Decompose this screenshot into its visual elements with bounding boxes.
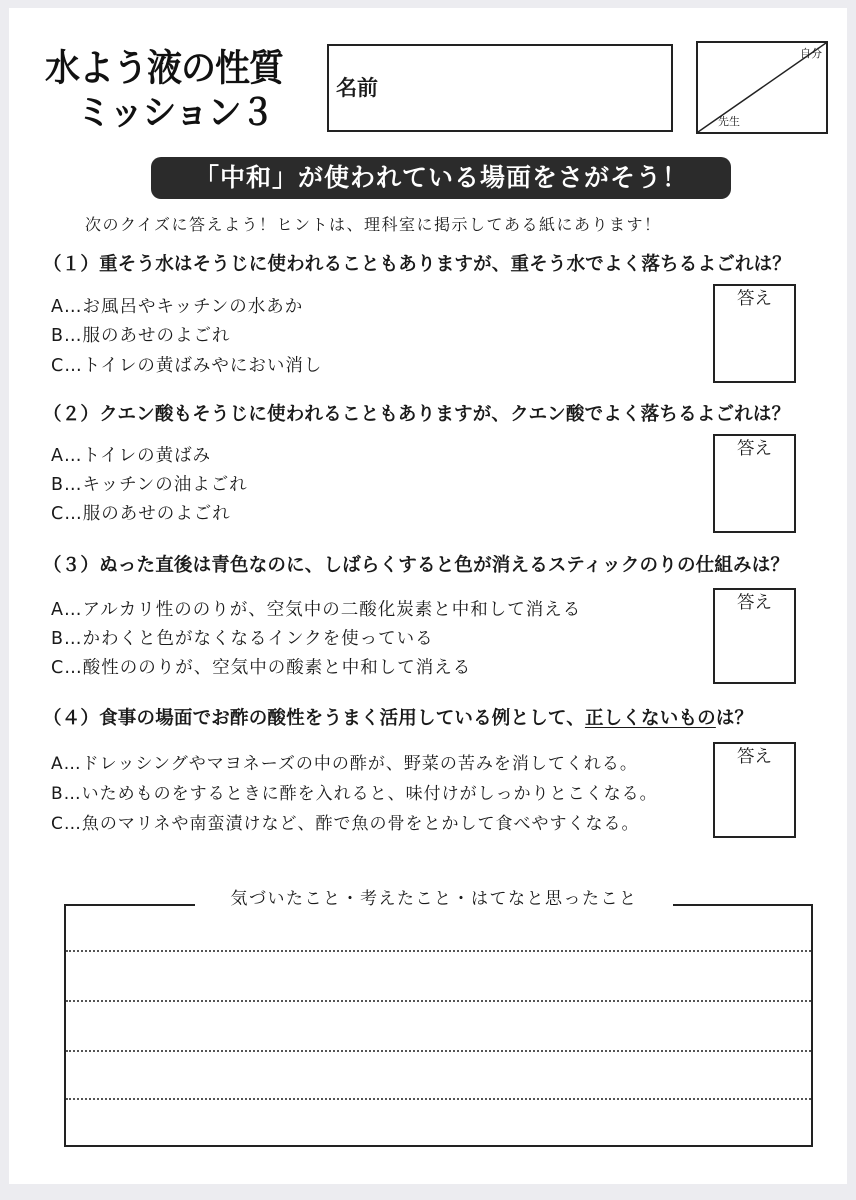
question-3-title: （３）ぬった直後は青色なのに、しばらくすると色が消えるスティックのりの仕組みは？ xyxy=(43,555,790,576)
question-2-choice-a: A…トイレの黄ばみ xyxy=(51,446,212,466)
question-2-title: （２）クエン酸もそうじに使われることもありますが、クエン酸でよく落ちるよごれは？ xyxy=(43,404,791,425)
evaluation-box[interactable] xyxy=(696,41,828,134)
question-1-title: （１）重そう水はそうじに使われることもありますが、重そう水でよく落ちるよごれは？ xyxy=(43,254,792,275)
self-evaluation-label: 自分 xyxy=(800,47,822,60)
question-4-choice-c: C…魚のマリネや南蛮漬けなど、酢で魚の骨をとかして食べやすくなる。 xyxy=(51,814,640,834)
question-1-choice-a: A…お風呂やキッチンの水あか xyxy=(51,297,304,317)
question-4-choice-b: B…いためものをするときに酢を入れると、味付けがしっかりとこくなる。 xyxy=(51,784,658,804)
question-1-answer-box[interactable] xyxy=(713,284,796,383)
question-1-choice-c: C…トイレの黄ばみやにおい消し xyxy=(51,356,323,376)
question-2-choice-b: B…キッチンの油よごれ xyxy=(51,475,248,495)
answer-label: 答え xyxy=(737,747,772,767)
worksheet-page xyxy=(9,8,847,1184)
notes-ruled-line xyxy=(66,950,811,952)
worksheet-title-line-1: 水よう液の性質 xyxy=(45,47,284,90)
question-4-title-prefix: （４）食事の場面でお酢の酸性をうまく活用している例として、 xyxy=(43,708,585,729)
question-3-answer-box[interactable] xyxy=(713,588,796,684)
question-1-choice-b: B…服のあせのよごれ xyxy=(51,326,231,346)
question-4-title-suffix: は？ xyxy=(715,708,754,729)
question-4-title-emphasis: 正しくないもの xyxy=(584,708,716,729)
answer-label: 答え xyxy=(737,289,772,309)
question-4-choice-a: A…ドレッシングやマヨネーズの中の酢が、野菜の苦みを消してくれる。 xyxy=(51,754,638,774)
notes-ruled-line xyxy=(66,1050,811,1052)
question-2-choice-c: C…服のあせのよごれ xyxy=(51,504,231,524)
intro-text: 次のクイズに答えよう！ヒントは、理科室に掲示してある紙にあります！ xyxy=(85,215,662,234)
notes-area[interactable] xyxy=(64,904,813,1147)
question-3-choice-c: C…酸性ののりが、空気中の酸素と中和して消える xyxy=(51,658,472,678)
question-4-answer-box[interactable] xyxy=(713,742,796,838)
question-3-choice-b: B…かわくと色がなくなるインクを使っている xyxy=(51,629,434,649)
mission-banner: 「中和」が使われている場面をさがそう！ xyxy=(151,157,731,199)
question-3-choice-a: A…アルカリ性ののりが、空気中の二酸化炭素と中和して消える xyxy=(51,600,582,620)
teacher-evaluation-label: 先生 xyxy=(718,115,740,128)
name-field[interactable] xyxy=(327,44,673,132)
question-2-answer-box[interactable] xyxy=(713,434,796,533)
name-label: 名前 xyxy=(336,76,378,100)
notes-ruled-line xyxy=(66,1000,811,1002)
answer-label: 答え xyxy=(737,439,772,459)
answer-label: 答え xyxy=(737,593,772,613)
question-4-title xyxy=(43,704,753,730)
notes-ruled-line xyxy=(66,1098,811,1100)
worksheet-title-line-2: ミッション３ xyxy=(77,92,274,134)
notes-title: 気づいたこと・考えたこと・はてなと思ったこと xyxy=(195,884,673,914)
